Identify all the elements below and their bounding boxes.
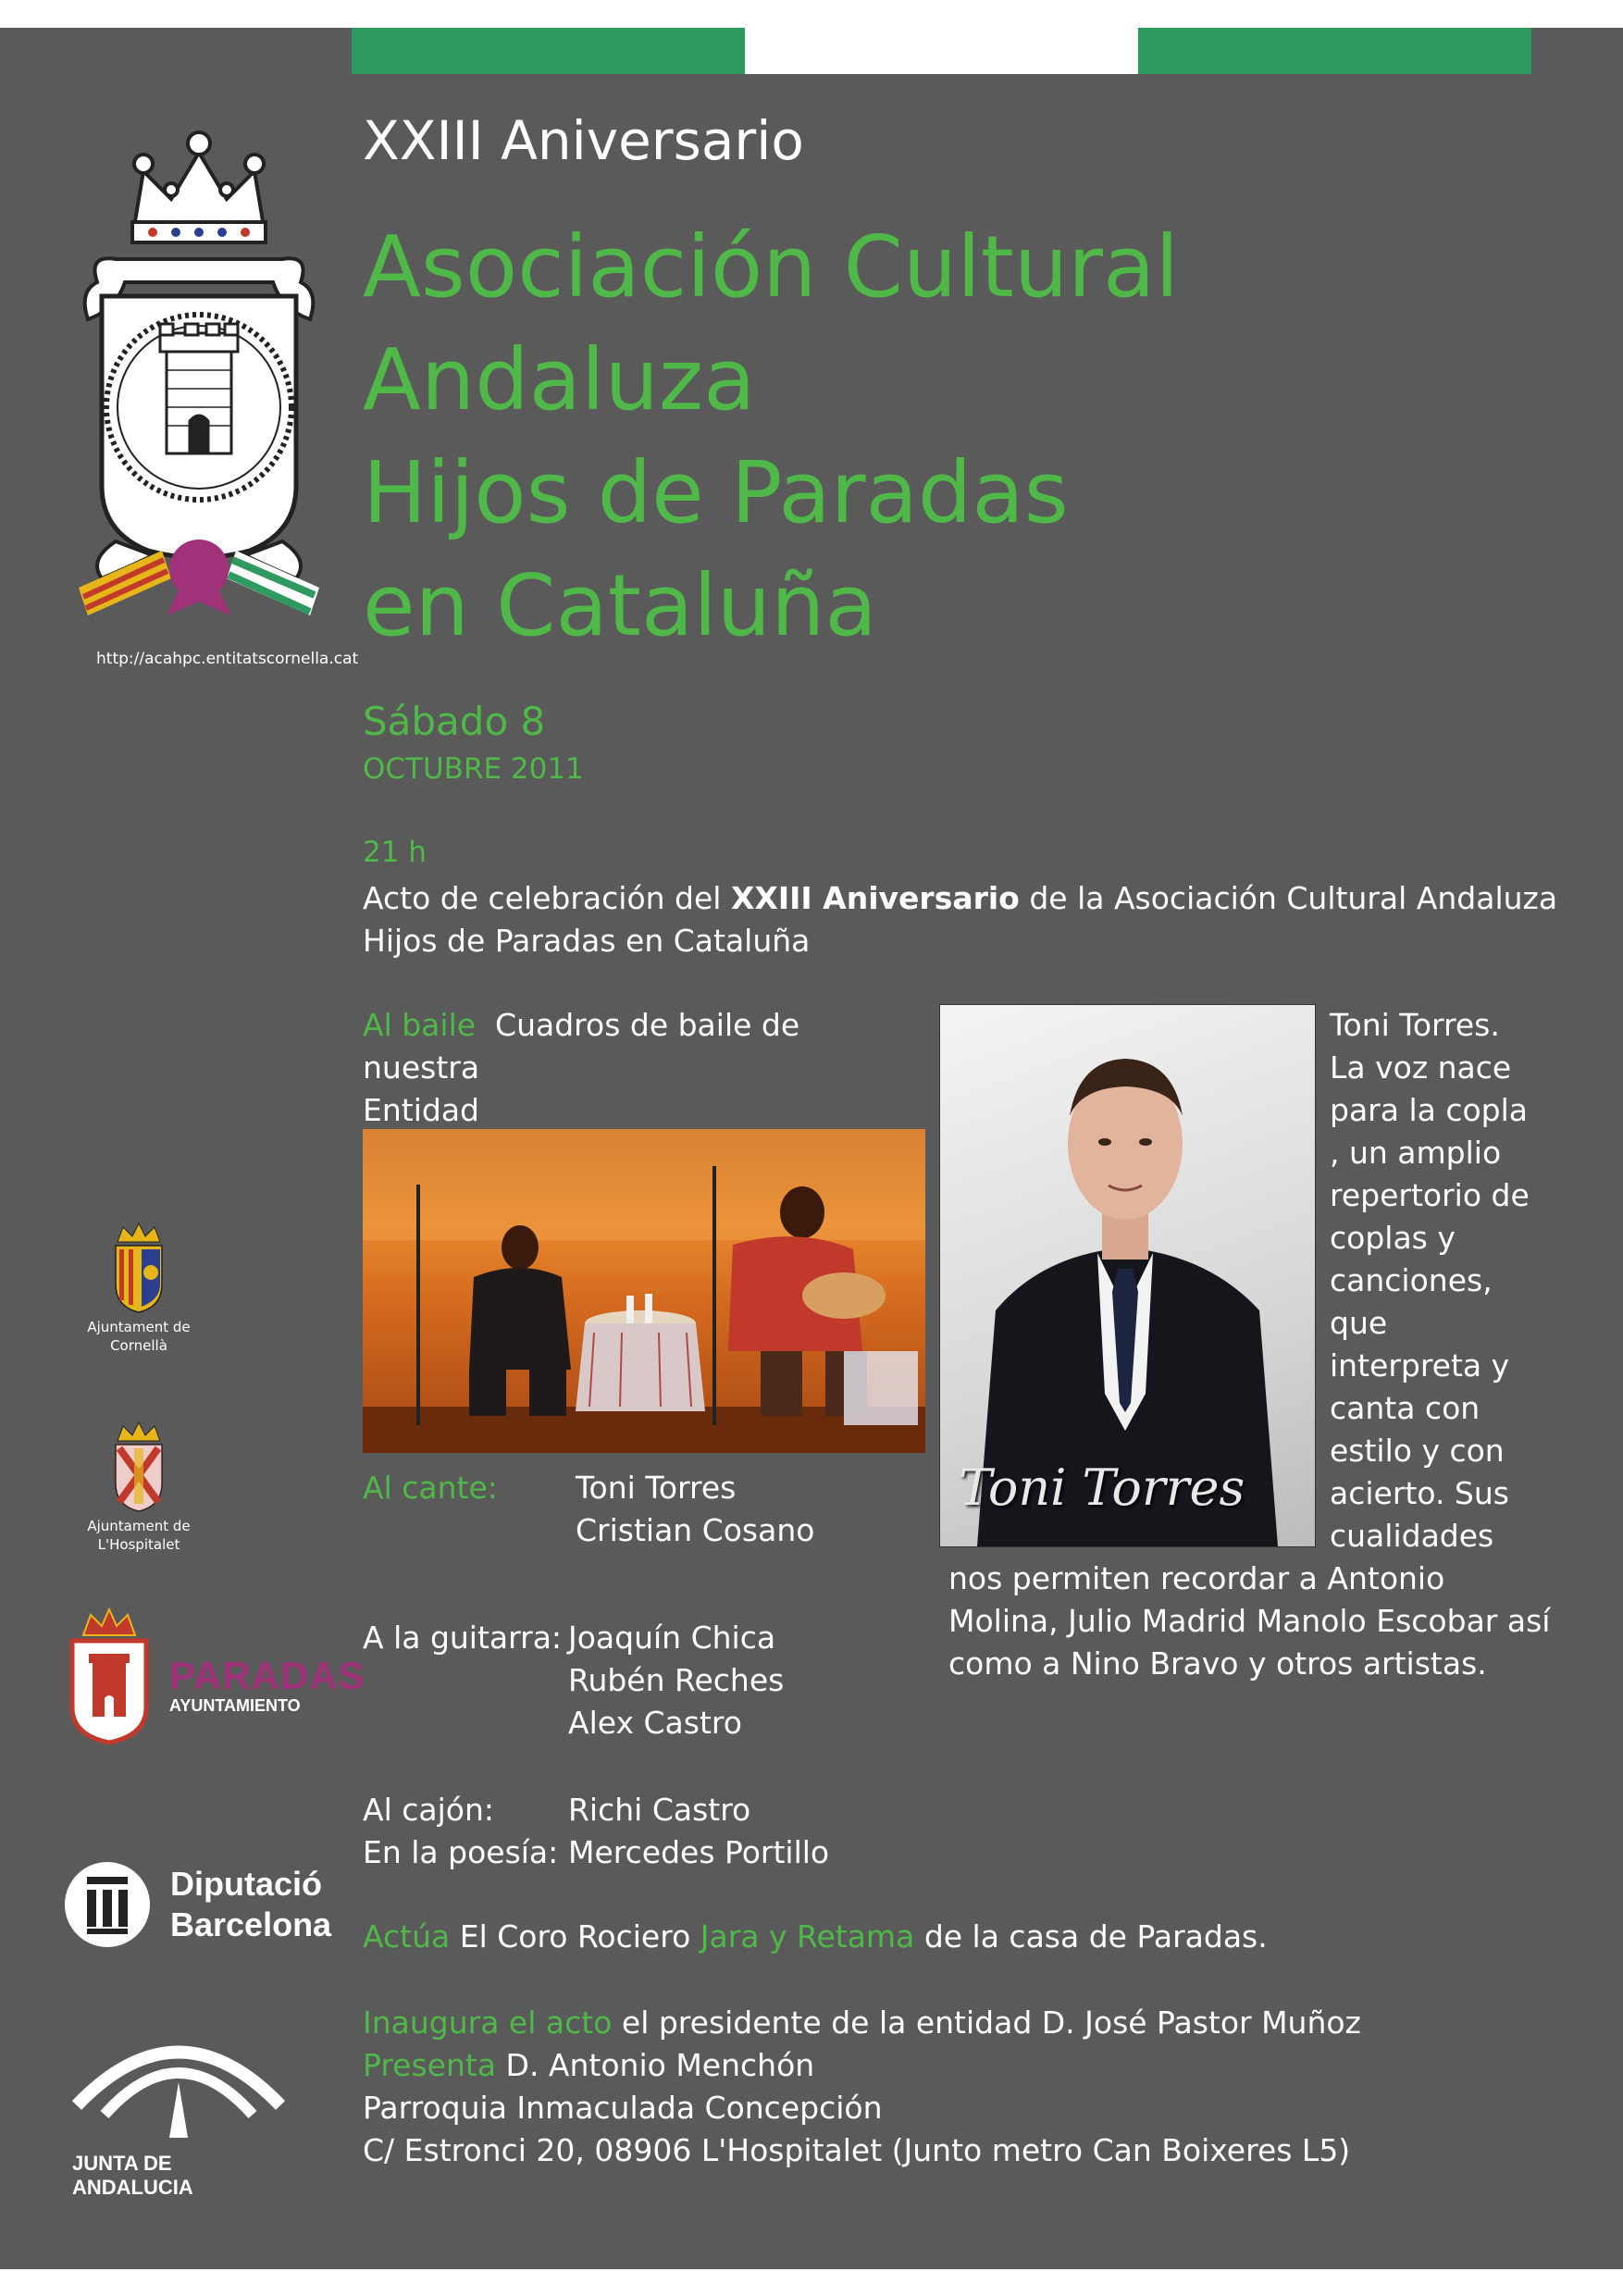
cornella-crest-icon xyxy=(106,1222,171,1314)
guitarra-label: A la guitarra: xyxy=(363,1620,563,1656)
flag-stripe-white xyxy=(745,28,1138,74)
performer-name: Rubén Reches xyxy=(568,1662,785,1698)
caption-line: Ajuntament de xyxy=(87,1319,191,1335)
event-time: 21 h xyxy=(363,836,427,869)
cante-label: Al cante: xyxy=(363,1470,498,1506)
cante-section xyxy=(363,1467,498,1509)
description-line: acierto. Sus xyxy=(1330,1475,1509,1511)
description-line: canciones, xyxy=(1330,1262,1493,1298)
description-line: coplas y xyxy=(1330,1220,1456,1256)
portrait-signature: Toni Torres xyxy=(959,1458,1245,1517)
description-line: La voz nace xyxy=(1330,1049,1512,1086)
hospitalet-logo xyxy=(74,1421,204,1554)
cante-names xyxy=(576,1467,814,1552)
cajon-label: Al cajón: xyxy=(363,1792,494,1828)
description-line: estilo y con xyxy=(1330,1433,1505,1469)
event-day: Sábado 8 xyxy=(363,699,546,744)
junta-arches-icon xyxy=(72,2013,285,2142)
paradas-crest-icon xyxy=(63,1606,155,1744)
description-line: Toni Torres. xyxy=(1330,1007,1500,1043)
baile-text-line2: Entidad xyxy=(363,1092,479,1128)
performer-name: Alex Castro xyxy=(568,1705,742,1741)
coro-text: de la casa de Paradas. xyxy=(923,1918,1268,1955)
paradas-ayuntamiento-logo xyxy=(63,1606,365,1744)
coro-line xyxy=(363,1916,1566,1958)
junta-text: JUNTA DE ANDALUCIA xyxy=(72,2152,193,2199)
venue-address: C/ Estronci 20, 08906 L'Hospitalet (Junto metro Can Boixeres L5) xyxy=(363,2132,1351,2168)
paradas-name: PARADAS xyxy=(169,1654,365,1697)
website-url[interactable]: http://acahpc.entitatscornella.cat xyxy=(96,650,359,668)
diputacio-line: Barcelona xyxy=(170,1905,332,1943)
title-line: Asociación Cultural xyxy=(363,217,1179,316)
baile-label: Al baile xyxy=(363,1007,477,1043)
caption-line: L'Hospitalet xyxy=(97,1536,180,1553)
flag-stripe-green-right xyxy=(1138,28,1531,74)
intro-bold: XXIII Aniversario xyxy=(730,880,1020,916)
intro-line2: Hijos de Paradas en Cataluña xyxy=(363,923,811,959)
inaugura-label: Inaugura el acto xyxy=(363,2004,613,2041)
description-line: cualidades xyxy=(1330,1518,1494,1554)
inaugura-text: el presidente de la entidad D. José Pastor Muñoz xyxy=(621,2004,1361,2041)
stage-performance-photo xyxy=(363,1129,925,1453)
title-line: Andaluza xyxy=(363,330,756,429)
description-line: repertorio de xyxy=(1330,1177,1530,1213)
closing-block xyxy=(363,2002,1593,2172)
poesia-name: Mercedes Portillo xyxy=(568,1834,830,1870)
description-line: como a Nino Bravo y otros artistas. xyxy=(948,1645,1487,1682)
diputacio-barcelona-logo xyxy=(63,1860,359,1953)
intro-paragraph xyxy=(363,877,1566,962)
hospitalet-crest-icon xyxy=(106,1421,171,1513)
guitarra-names xyxy=(568,1617,784,1744)
baile-text: Cuadros de baile de nuestra xyxy=(363,1007,800,1086)
cajon-name: Richi Castro xyxy=(568,1792,751,1828)
coro-label: Actúa xyxy=(363,1918,451,1955)
title-line: Hijos de Paradas xyxy=(363,443,1069,542)
association-crest-logo xyxy=(60,97,338,615)
toni-torres-portrait xyxy=(939,1004,1316,1547)
performer-name: Joaquín Chica xyxy=(568,1620,776,1656)
junta-de-andalucia-logo xyxy=(63,2013,294,2198)
flag-stripe-green-left xyxy=(352,28,745,74)
coro-text: El Coro Rociero xyxy=(459,1918,691,1955)
toni-description-wide xyxy=(948,1558,1615,1685)
poesia-label: En la poesía: xyxy=(363,1834,559,1870)
association-title xyxy=(363,211,1179,663)
diputacio-line: Diputació xyxy=(170,1865,323,1903)
toni-description-narrow xyxy=(1330,1004,1607,1558)
intro-text: Acto de celebración del xyxy=(363,880,731,916)
title-line: en Cataluña xyxy=(363,556,877,655)
coro-name: Jara y Retama xyxy=(700,1918,915,1955)
baile-section xyxy=(363,1004,918,1132)
cornella-logo xyxy=(74,1222,204,1355)
hospitalet-caption xyxy=(74,1517,204,1554)
paradas-sub: AYUNTAMIENTO xyxy=(169,1696,301,1715)
presenta-label: Presenta xyxy=(363,2047,497,2083)
performer-name: Toni Torres xyxy=(576,1470,737,1506)
cornella-caption xyxy=(74,1318,204,1355)
description-line: , un amplio xyxy=(1330,1135,1502,1171)
caption-line: Cornellà xyxy=(110,1337,167,1354)
intro-text: de la Asociación Cultural Andaluza xyxy=(1019,880,1558,916)
flag-stripe xyxy=(352,28,1531,74)
description-line: que xyxy=(1330,1305,1388,1341)
poster xyxy=(0,28,1623,2269)
description-line: para la copla xyxy=(1330,1092,1529,1128)
venue-name: Parroquia Inmaculada Concepción xyxy=(363,2090,883,2126)
diputacio-emblem-icon xyxy=(63,1860,152,1949)
description-line: nos permiten recordar a Antonio xyxy=(948,1560,1445,1596)
description-line: Molina, Julio Madrid Manolo Escobar así xyxy=(948,1603,1551,1639)
anniversary-heading: XXIII Aniversario xyxy=(363,109,804,172)
caption-line: Ajuntament de xyxy=(87,1518,191,1534)
diputacio-text xyxy=(170,1864,331,1945)
presenta-text: D. Antonio Menchón xyxy=(505,2047,815,2083)
description-line: canta con xyxy=(1330,1390,1481,1426)
event-month: OCTUBRE 2011 xyxy=(363,752,584,786)
performer-name: Cristian Cosano xyxy=(576,1512,815,1548)
description-line: interpreta y xyxy=(1330,1347,1510,1384)
